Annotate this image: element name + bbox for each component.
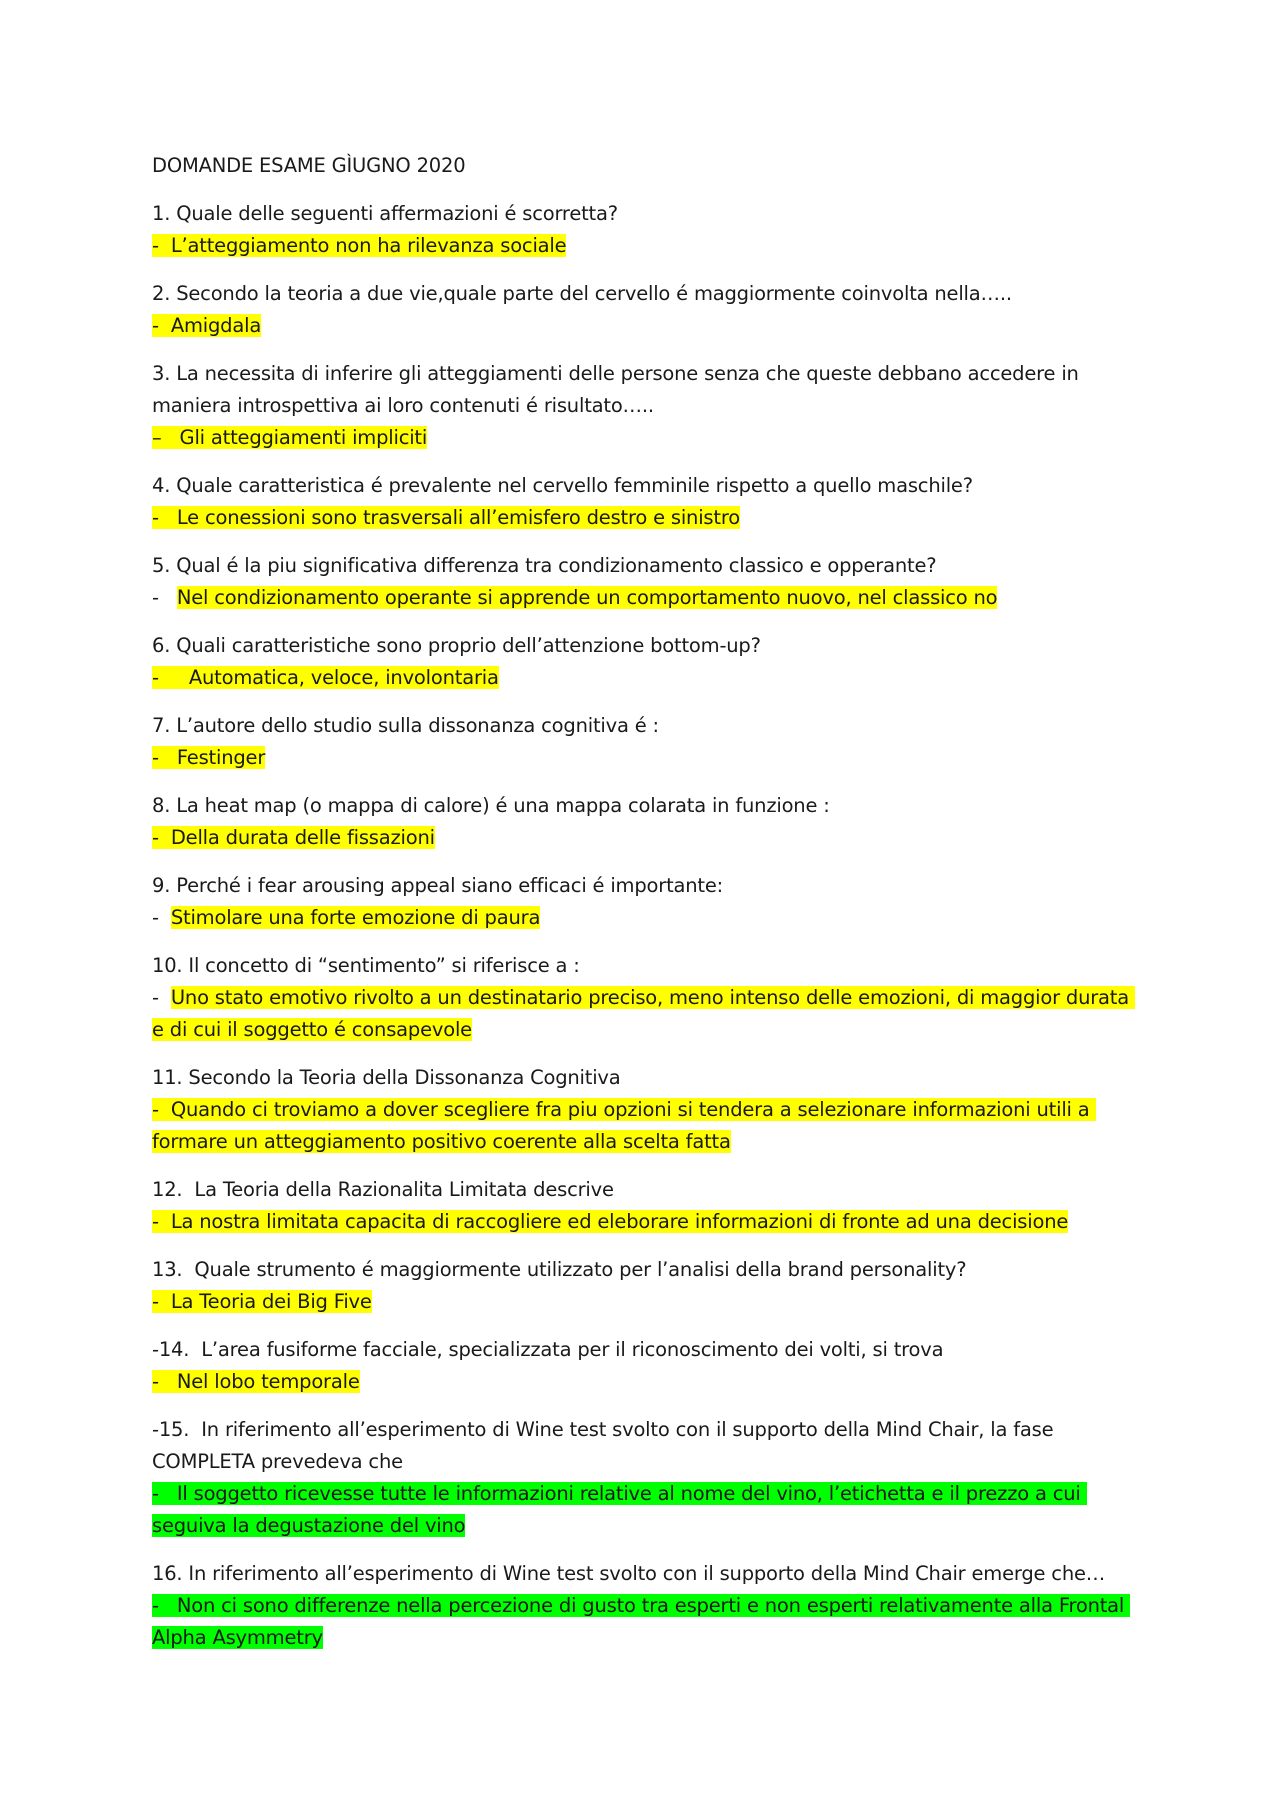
answer-line bbox=[152, 582, 1142, 614]
answer-line bbox=[152, 1590, 1142, 1654]
answer-line bbox=[152, 1206, 1142, 1238]
question-block bbox=[152, 358, 1142, 454]
answer-line bbox=[152, 1366, 1142, 1398]
question-text: 1. Quale delle seguenti affermazioni é scorretta? bbox=[152, 202, 618, 225]
answer-text: Nel lobo temporale bbox=[176, 1370, 360, 1393]
answer-text: Nel condizionamento operante si apprende un comportamento nuovo, nel classico no bbox=[176, 586, 998, 609]
question-text: 7. L’autore dello studio sulla dissonanza cognitiva é : bbox=[152, 714, 659, 737]
answer-text: Le conessioni sono trasversali all’emisfero destro e sinistro bbox=[176, 506, 740, 529]
question-block bbox=[152, 630, 1142, 694]
question-text: 9. Perché i fear arousing appeal siano efficaci é importante: bbox=[152, 874, 724, 897]
document-title: DOMANDE ESAME GÌUGNO 2020 bbox=[152, 154, 466, 177]
question-list bbox=[152, 198, 1142, 1654]
question-text: 3. La necessita di inferire gli atteggiamenti delle persone senza che queste debbano accedere in maniera introspettiva ai loro contenuti é risultato….. bbox=[152, 362, 1085, 417]
question-block bbox=[152, 1558, 1142, 1654]
answer-text: La nostra limitata capacita di raccogliere ed eleborare informazioni di fronte ad una decisione bbox=[170, 1210, 1069, 1233]
question-block bbox=[152, 1062, 1142, 1158]
answer-bullet: – bbox=[152, 426, 180, 449]
answer-bullet: - bbox=[152, 746, 177, 769]
question-block bbox=[152, 1414, 1142, 1542]
answer-line bbox=[152, 1286, 1142, 1318]
question-text: -15. In riferimento all’esperimento di Wine test svolto con il supporto della Mind Chair, la fase COMPLETA prevedeva che bbox=[152, 1418, 1060, 1473]
question-text: 8. La heat map (o mappa di calore) é una mappa colarata in funzione : bbox=[152, 794, 830, 817]
question-block bbox=[152, 790, 1142, 854]
answer-text: Stimolare una forte emozione di paura bbox=[170, 906, 541, 929]
answer-line bbox=[152, 982, 1142, 1046]
question-text: 4. Quale caratteristica é prevalente nel cervello femminile rispetto a quello maschile? bbox=[152, 474, 973, 497]
question-block bbox=[152, 950, 1142, 1046]
question-text: 11. Secondo la Teoria della Dissonanza Cognitiva bbox=[152, 1066, 621, 1089]
question-block bbox=[152, 870, 1142, 934]
question-text: 16. In riferimento all’esperimento di Wine test svolto con il supporto della Mind Chair emerge che… bbox=[152, 1562, 1106, 1585]
answer-bullet: - bbox=[152, 666, 189, 689]
answer-line bbox=[152, 502, 1142, 534]
question-block bbox=[152, 1174, 1142, 1238]
answer-bullet: - bbox=[152, 1098, 171, 1121]
answer-text: Automatica, veloce, involontaria bbox=[188, 666, 499, 689]
answer-bullet: - bbox=[152, 1594, 177, 1617]
question-block bbox=[152, 1334, 1142, 1398]
answer-bullet: - bbox=[152, 1290, 171, 1313]
answer-text: Gli atteggiamenti impliciti bbox=[179, 426, 428, 449]
answer-bullet: - bbox=[152, 234, 171, 257]
answer-text: L’atteggiamento non ha rilevanza sociale bbox=[170, 234, 567, 257]
question-text: 6. Quali caratteristiche sono proprio dell’attenzione bottom-up? bbox=[152, 634, 761, 657]
answer-line bbox=[152, 742, 1142, 774]
answer-text: Della durata delle fissazioni bbox=[170, 826, 435, 849]
answer-text: Il soggetto ricevesse tutte le informazioni relative al nome del vino, l’etichetta e il prezzo a cui seguiva la degustazione del vino bbox=[152, 1482, 1087, 1537]
answer-text: Non ci sono differenze nella percezione di gusto tra esperti e non esperti relativamente alla Frontal Alpha Asymmetry bbox=[152, 1594, 1131, 1649]
answer-bullet: - bbox=[152, 314, 171, 337]
question-text: 13. Quale strumento é maggiormente utilizzato per l’analisi della brand personality? bbox=[152, 1258, 967, 1281]
answer-bullet: - bbox=[152, 1370, 177, 1393]
answer-bullet: - bbox=[152, 1210, 171, 1233]
question-text: 12. La Teoria della Razionalita Limitata descrive bbox=[152, 1178, 614, 1201]
answer-bullet: - bbox=[152, 986, 171, 1009]
answer-text: Festinger bbox=[176, 746, 266, 769]
answer-line bbox=[152, 422, 1142, 454]
question-block bbox=[152, 198, 1142, 262]
answer-text: Quando ci troviamo a dover scegliere fra piu opzioni si tendera a selezionare informazioni utili a formare un atteggiamento positivo coerente alla scelta fatta bbox=[152, 1098, 1096, 1153]
answer-line bbox=[152, 310, 1142, 342]
question-text: -14. L’area fusiforme facciale, specializzata per il riconoscimento dei volti, si trova bbox=[152, 1338, 944, 1361]
answer-bullet: - bbox=[152, 906, 171, 929]
question-text: 5. Qual é la piu significativa differenza tra condizionamento classico e opperante? bbox=[152, 554, 937, 577]
question-block bbox=[152, 550, 1142, 614]
answer-line bbox=[152, 822, 1142, 854]
question-block bbox=[152, 278, 1142, 342]
answer-line bbox=[152, 662, 1142, 694]
question-text: 2. Secondo la teoria a due vie,quale parte del cervello é maggiormente coinvolta nella….. bbox=[152, 282, 1012, 305]
question-block bbox=[152, 710, 1142, 774]
answer-line bbox=[152, 1478, 1142, 1542]
answer-bullet: - bbox=[152, 1482, 177, 1505]
answer-bullet: - bbox=[152, 826, 171, 849]
question-text: 10. Il concetto di “sentimento” si riferisce a : bbox=[152, 954, 580, 977]
answer-text: Amigdala bbox=[170, 314, 262, 337]
answer-line bbox=[152, 230, 1142, 262]
answer-text: Uno stato emotivo rivolto a un destinatario preciso, meno intenso delle emozioni, di maggior durata e di cui il soggetto é consapevole bbox=[152, 986, 1135, 1041]
answer-bullet: - bbox=[152, 506, 177, 529]
document-page bbox=[152, 150, 1142, 1670]
answer-line bbox=[152, 1094, 1142, 1158]
question-block bbox=[152, 1254, 1142, 1318]
question-block bbox=[152, 470, 1142, 534]
answer-line bbox=[152, 902, 1142, 934]
answer-text: La Teoria dei Big Five bbox=[170, 1290, 372, 1313]
answer-bullet: - bbox=[152, 586, 177, 609]
